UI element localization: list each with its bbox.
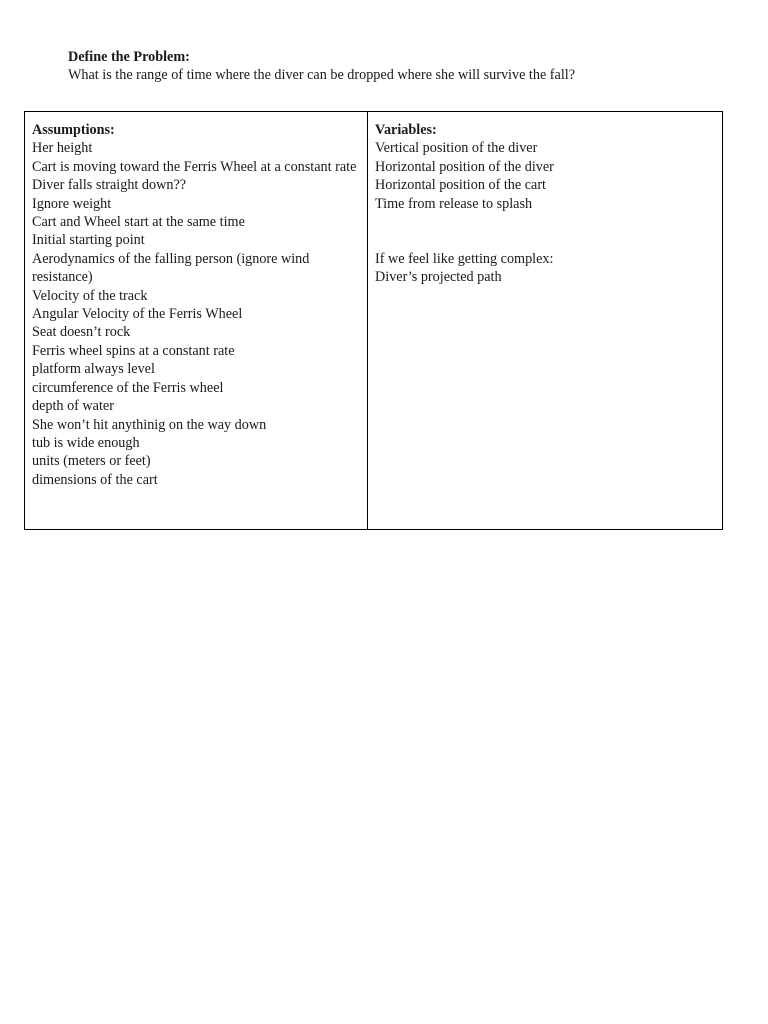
assumptions-column (25, 112, 368, 529)
assumption-item: units (meters or feet) (32, 453, 151, 470)
variable-item: Vertical position of the diver (375, 140, 538, 157)
complex-heading: If we feel like getting complex: (375, 250, 554, 267)
assumptions-variables-table (24, 111, 723, 530)
assumption-item: Seat doesn’t rock (32, 324, 131, 341)
assumption-item: She won’t hit anythinig on the way down (32, 416, 267, 433)
variable-item: Horizontal position of the cart (375, 177, 546, 194)
blank-gap (375, 213, 715, 250)
variables-list (375, 139, 715, 213)
variables-heading: Variables: (375, 122, 437, 138)
variable-item: Time from release to splash (375, 195, 533, 212)
complex-variable-item: Diver’s projected path (375, 269, 502, 286)
assumption-item: Aerodynamics of the falling person (ignore wind resistance) (32, 250, 310, 286)
assumption-item: circumference of the Ferris wheel (32, 379, 224, 396)
assumption-item: Diver falls straight down?? (32, 177, 187, 194)
assumption-item: Cart and Wheel start at the same time (32, 214, 245, 231)
assumption-item: Ferris wheel spins at a constant rate (32, 342, 235, 359)
variables-column (368, 112, 722, 529)
variable-item: Horizontal position of the diver (375, 158, 554, 175)
assumption-item: Velocity of the track (32, 287, 148, 304)
problem-header (68, 48, 728, 85)
problem-question: What is the range of time where the diver can be dropped where she will survive the fall? (68, 67, 576, 84)
assumptions-heading: Assumptions: (32, 122, 115, 138)
assumption-item: Ignore weight (32, 195, 112, 212)
assumption-item: Initial starting point (32, 232, 145, 249)
define-problem-title: Define the Problem: (68, 49, 190, 65)
assumption-item: dimensions of the cart (32, 471, 158, 488)
assumption-item: Angular Velocity of the Ferris Wheel (32, 306, 243, 323)
assumption-item: platform always level (32, 361, 155, 378)
assumption-item: Cart is moving toward the Ferris Wheel at a constant rate (32, 158, 357, 175)
assumption-item: Her height (32, 140, 93, 157)
assumption-item: tub is wide enough (32, 434, 140, 451)
assumptions-list (32, 139, 360, 489)
assumption-item: depth of water (32, 398, 114, 415)
